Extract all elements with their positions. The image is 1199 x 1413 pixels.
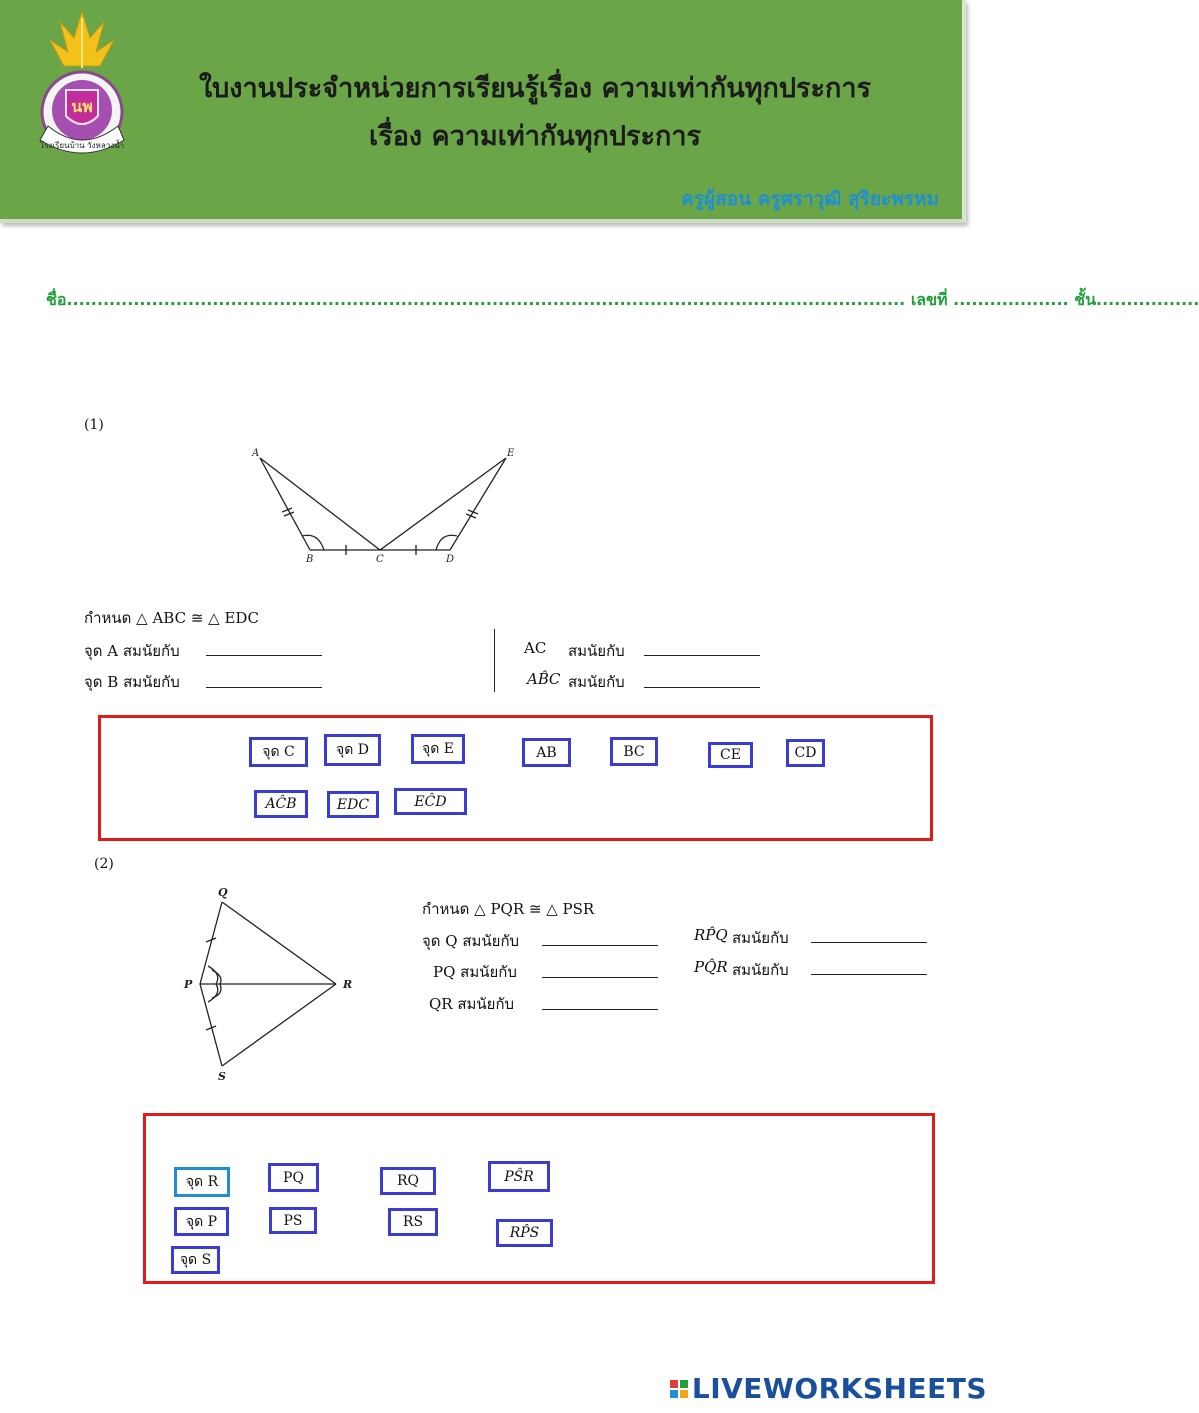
problem1-q4-label: สมนัยกับ [568, 673, 625, 691]
choice-chip[interactable]: จุด D [324, 734, 381, 766]
problem2-q5-label: สมนัยกับ [732, 961, 789, 979]
problem2-q4-var: RP̂Q [694, 926, 728, 944]
choice-chip[interactable]: EĈD [394, 788, 467, 815]
choice-chip[interactable]: CE [708, 742, 753, 768]
choice-chip[interactable]: RQ [380, 1167, 436, 1195]
vertex-r-label: R [343, 978, 353, 991]
problem2-q1-answer-blank[interactable] [542, 945, 658, 946]
problem1-q1-answer-blank[interactable] [206, 655, 322, 656]
choice-chip[interactable]: RP̂S [496, 1219, 553, 1247]
problem1-q3-var: AC [524, 639, 547, 657]
problem1-q3-answer-blank[interactable] [644, 655, 760, 656]
liveworksheets-watermark [670, 1372, 987, 1405]
problem1-q2-label: จุด B สมนัยกับ [84, 673, 180, 691]
problem1-q3-label: สมนัยกับ [568, 642, 625, 660]
problem1-given: กำหนด △ ABC ≅ △ EDC [84, 609, 259, 627]
problem1-figure [240, 440, 530, 570]
teacher-name: ครูผู้สอน ครูศราวุฒิ สุริยะพรหม [681, 188, 939, 210]
choice-chip[interactable]: PS [269, 1207, 317, 1234]
choice-chip[interactable]: จุด S [171, 1246, 220, 1274]
column-divider [494, 629, 495, 692]
vertex-c-label: C [376, 554, 384, 565]
problem2-q4-label: สมนัยกับ [732, 929, 789, 947]
svg-text:โรงเรียนบ้าน วังหลวงน้ำ: โรงเรียนบ้าน วังหลวงน้ำ [39, 141, 125, 150]
choice-chip[interactable]: RS [388, 1208, 438, 1236]
problem2-q4-answer-blank[interactable] [811, 942, 927, 943]
problem2-q1-label: จุด Q สมนัยกับ [422, 932, 520, 950]
problem2-q5-answer-blank[interactable] [811, 974, 927, 975]
choice-chip[interactable]: PŜR [488, 1161, 550, 1192]
problem2-q3-label: QR สมนัยกับ [429, 995, 515, 1013]
problem2-number: (2) [94, 856, 114, 872]
student-info-line: ชื่อ.......................................................................................................................................... เลขที่ ................... ชั้น................. [46, 290, 1199, 309]
choice-chip[interactable]: CD [786, 739, 825, 767]
page-title: ใบงานประจำหน่วยการเรียนรู้เรื่อง ความเท่ากันทุกประการ [198, 73, 871, 104]
vertex-s-label: S [218, 1070, 226, 1083]
svg-text:นพ: นพ [71, 97, 93, 116]
vertex-a-label: A [252, 448, 260, 459]
choice-chip[interactable]: PQ [268, 1163, 319, 1192]
choice-chip[interactable]: EDC [327, 791, 379, 818]
problem1-answer-bank [98, 715, 933, 841]
page-subtitle: เรื่อง ความเท่ากันทุกประการ [368, 121, 701, 152]
choice-chip[interactable]: จุด P [174, 1207, 229, 1236]
problem2-given: กำหนด △ PQR ≅ △ PSR [422, 900, 595, 918]
problem1-q4-answer-blank[interactable] [644, 687, 760, 688]
vertex-b-label: B [306, 554, 314, 565]
liveworksheets-logo-icon [670, 1380, 688, 1398]
watermark-text: LIVEWORKSHEETS [691, 1372, 987, 1405]
problem2-q2-answer-blank[interactable] [542, 977, 658, 978]
choice-chip[interactable]: AB [522, 738, 571, 767]
problem2-q3-answer-blank[interactable] [542, 1009, 658, 1010]
choice-chip[interactable]: จุด E [411, 734, 465, 764]
problem1-number: (1) [84, 417, 104, 433]
problem2-q2-label: PQ สมนัยกับ [433, 963, 517, 981]
problem1-q2-answer-blank[interactable] [206, 687, 322, 688]
problem2-figure [178, 880, 358, 1090]
choice-chip[interactable]: จุด R [174, 1167, 230, 1197]
vertex-q-label: Q [218, 886, 228, 899]
choice-chip[interactable]: BC [610, 737, 658, 766]
vertex-d-label: D [446, 554, 455, 565]
problem2-q5-var: PQ̂R [694, 958, 728, 976]
choice-chip[interactable]: จุด C [249, 737, 308, 767]
choice-chip[interactable]: AĈB [254, 790, 308, 818]
problem2-answer-bank [143, 1113, 935, 1284]
vertex-e-label: E [507, 448, 515, 459]
problem1-q1-label: จุด A สมนัยกับ [84, 642, 180, 660]
problem1-q4-var: AB̂C [527, 670, 561, 688]
vertex-p-label: P [184, 978, 193, 991]
